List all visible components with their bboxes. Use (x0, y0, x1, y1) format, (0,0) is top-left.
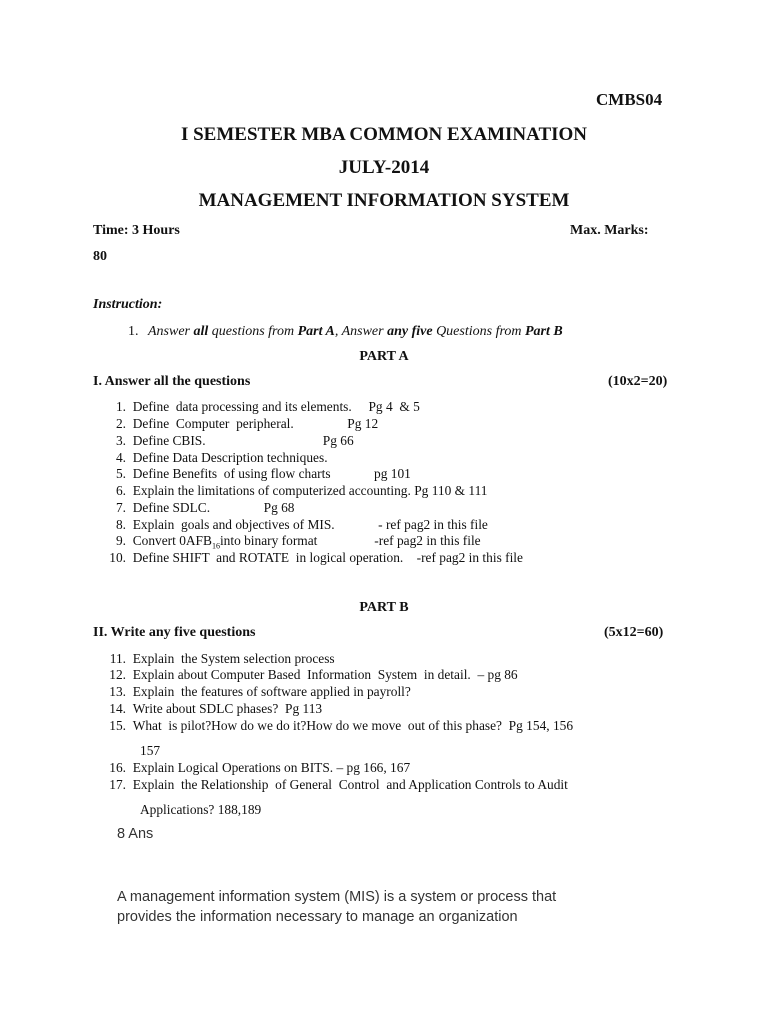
part-b-marks: (5x12=60) (604, 625, 664, 640)
part-b-section: II. Write any five questions (93, 625, 256, 640)
instruction-label: Instruction: (93, 297, 163, 312)
instruction-all: all (193, 324, 209, 339)
instruction-text: questions from (208, 324, 298, 339)
subject-title: MANAGEMENT INFORMATION SYSTEM (198, 190, 570, 211)
instruction-part-b: Part B (525, 324, 563, 339)
question-item: 10. Define SHIFT and ROTATE in logical operation. -ref pag2 in this file (109, 550, 523, 565)
question-item: 4. Define Data Description techniques. (115, 450, 328, 465)
question-item: 9. Convert $0AFB_{16}into$ binary format -ref pag2 in this file (115, 533, 481, 551)
max-marks-value: 80 (93, 249, 107, 264)
question-item: 1. Define data processing and its elements. Pg 4 & 5 (115, 399, 420, 414)
instruction-line (128, 324, 563, 340)
question-item: 17. Explain the Relationship of General Control and Application Controls to Audit (109, 777, 568, 792)
instruction-text: Questions from (432, 324, 525, 339)
answer-heading: 8 Ans (117, 826, 154, 842)
exam-date: JULY-2014 (338, 157, 430, 178)
part-a-title: PART A (359, 349, 409, 364)
question-item: 7. Define SDLC. Pg 68 (115, 500, 295, 515)
question-continuation: Applications? 188,189 (140, 802, 262, 817)
question-item: 5. Define Benefits of using flow charts pg 101 (115, 466, 411, 481)
question-item: 12. Explain about Computer Based Information System in detail. – pg 86 (109, 667, 518, 682)
max-marks-label: Max. Marks: (570, 223, 649, 238)
instruction-part-a: Part A (297, 324, 335, 339)
question-item: 8. Explain goals and objectives of MIS. - ref pag2 in this file (115, 517, 488, 532)
question-item: 2. Define Computer peripheral. Pg 12 (115, 416, 379, 431)
instruction-number: 1. (128, 324, 139, 339)
question-item: 15. What is pilot?How do we do it?How do we move out of this phase? Pg 154, 156 (109, 718, 574, 733)
answer-line: provides the information necessary to manage an organization (117, 909, 518, 925)
question-item: 11. Explain the System selection process (109, 651, 335, 666)
instruction-text: Answer (148, 324, 194, 339)
question-item: 3. Define CBIS. Pg 66 (115, 433, 354, 448)
question-item: 13. Explain the features of software applied in payroll? (109, 684, 411, 699)
exam-title: I SEMESTER MBA COMMON EXAMINATION (180, 124, 588, 145)
question-continuation: 157 (140, 743, 161, 758)
question-item: 16. Explain Logical Operations on BITS. – pg 166, 167 (109, 760, 411, 775)
exam-duration: Time: 3 Hours (93, 223, 180, 238)
part-a-section: I. Answer all the questions (93, 374, 251, 389)
answer-line: A management information system (MIS) is a system or process that (117, 889, 557, 905)
instruction-text: , Answer (334, 324, 388, 339)
instruction-any-five: any five (387, 324, 433, 339)
question-item: 14. Write about SDLC phases? Pg 113 (109, 701, 323, 716)
part-a-marks: (10x2=20) (608, 374, 668, 389)
question-item: 6. Explain the limitations of computerized accounting. Pg 110 & 111 (115, 483, 488, 498)
paper-code: CMBS04 (596, 90, 663, 109)
part-b-title: PART B (359, 600, 409, 615)
